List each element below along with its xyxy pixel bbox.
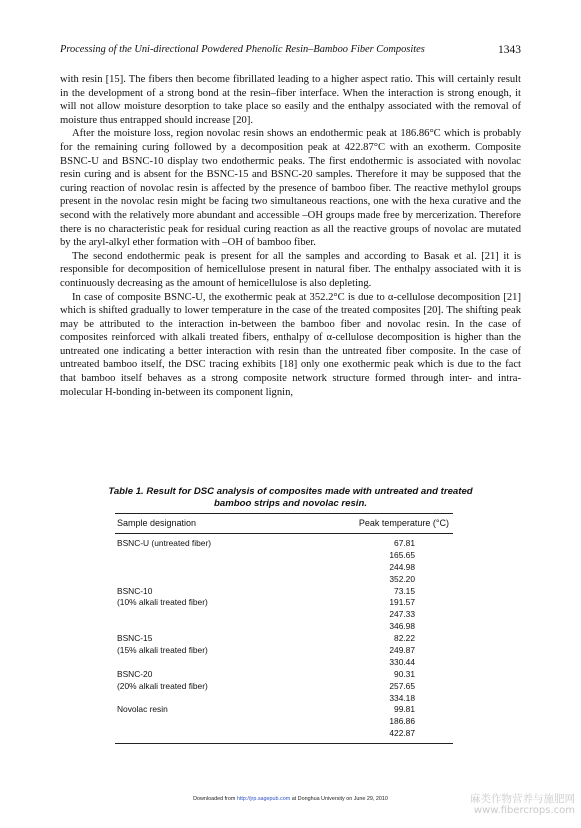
table-row (117, 574, 451, 586)
sample-cell: Novolac resin (117, 704, 168, 715)
sample-cell: (15% alkali treated fiber) (117, 645, 208, 656)
column-header-peak: Peak temperature (°C) (358, 518, 449, 528)
footer-link[interactable]: http://jrp.sagepub.com (236, 796, 291, 802)
peak-temperature-cell: 330.44 (389, 656, 415, 667)
body-text (60, 73, 521, 399)
page-number: 1343 (498, 44, 521, 56)
table-row (117, 716, 451, 728)
table-row (117, 621, 451, 633)
peak-temperature-cell: 334.18 (389, 692, 415, 703)
sample-cell: BSNC-U (untreated fiber) (117, 538, 212, 548)
sample-cell: (20% alkali treated fiber) (117, 680, 208, 691)
peak-temperature-cell: 73.15 (394, 585, 415, 596)
sample-cell: BSNC-15 (117, 633, 153, 644)
table-top-rule (115, 513, 453, 514)
table-row (117, 645, 451, 657)
watermark (455, 793, 575, 817)
table-row (117, 669, 451, 681)
paragraph: The second endothermic peak is present for all the samples and according to Basak et al. [21] it is responsible for decomposition of hemicellulose present in natural fiber. The enthalpy associated with it is continuously decreasing as the amount of hemicellulose is also depleting. (60, 250, 521, 289)
watermark-chinese: 麻类作物营养与施肥网 (470, 793, 575, 805)
table-row (117, 550, 451, 562)
table-row (117, 681, 451, 693)
peak-temperature-cell: 257.65 (389, 680, 415, 691)
running-head: Processing of the Uni-directional Powdered Phenolic Resin–Bamboo Fiber Composites (60, 44, 425, 55)
peak-temperature-cell: 244.98 (389, 561, 415, 572)
column-header-sample: Sample designation (117, 518, 197, 528)
sample-cell: BSNC-20 (117, 668, 153, 679)
table-body (117, 538, 451, 740)
peak-temperature-cell: 247.33 (389, 609, 415, 620)
footer-prefix: Downloaded from (193, 796, 236, 802)
paragraph: In case of composite BSNC-U, the exothermic peak at 352.2°C is due to α-cellulose decomposition [21] which is shifted gradually to lower temperature in the case of the treated composites [20]. The shifting peak may be attributed to the interaction in-between the bamboo fiber and novolac resin. In the case of composites reinforced with alkali treated fibers, enthalpy of α-cellulose decomposition is higher than the untreated one indicating a better interaction with resin than the untreated fiber composite. In the case of untreated bamboo itself, the DSC tracing exhibits [18] only one exothermic peak which is due to the fact that bamboo itself behaves as a strong composite network structure formed through inter- and intra-molecular H-bonding in-between its component lignin, (60, 291, 521, 398)
table-row (117, 657, 451, 669)
table-row (117, 562, 451, 574)
table-row (117, 633, 451, 645)
sample-cell: (10% alkali treated fiber) (117, 597, 208, 608)
peak-temperature-cell: 186.86 (389, 716, 415, 727)
peak-temperature-cell: 249.87 (389, 645, 415, 656)
table-caption (100, 486, 481, 509)
table-caption-text: Result for DSC analysis of composites made with untreated and treated bamboo strips and novolac resin. (146, 486, 473, 509)
footer-suffix: at Donghua University on June 29, 2010 (291, 796, 388, 802)
paragraph: with resin [15]. The fibers then become fibrillated leading to a higher aspect ratio. This will certainly result in the development of a strong bond at the resin–fiber interface. When the interaction is strong enough, it will not allow moisture desorption to take place so easily and the enthalpy associated with the removal of moisture thus entrapped should increase [20]. (60, 74, 521, 126)
peak-temperature-cell: 191.57 (389, 597, 415, 608)
peak-temperature-cell: 82.22 (394, 633, 415, 644)
peak-temperature-cell: 99.81 (394, 704, 415, 715)
peak-temperature-cell: 90.31 (394, 668, 415, 679)
table-row (117, 597, 451, 609)
download-footer (150, 796, 431, 802)
table-row (117, 586, 451, 598)
peak-temperature-cell: 67.81 (394, 538, 415, 548)
peak-temperature-cell: 346.98 (389, 621, 415, 632)
table-row (117, 538, 451, 550)
paragraph: After the moisture loss, region novolac resin shows an endothermic peak at 186.86°C which is probably for the remaining curing followed by a decomposition peak at 422.87°C with an exotherm. Composite BSNC-U and BSNC-10 display two endothermic peaks. The first endothermic is associated with novolac resin curing and is absent for the BSNC-15 and BSNC-20 samples. Therefore it may be supposed that the curing reaction of novolac resin is affected by the presence of bamboo fiber. The reactive methylol groups present in the novolac resin might be facing two simultaneous reactions, one with the hexa curative and the second with the relatively more abundant and accessible –OH groups made free by mercerization. Therefore there is no characteristic peak for residual curing reaction as all the reactive groups of novolac are mutated by the aryl-alkyl ether formation with –OH of bamboo fiber. (60, 128, 521, 249)
table-row (117, 704, 451, 716)
peak-temperature-cell: 352.20 (389, 573, 415, 584)
table-bottom-rule (115, 743, 453, 744)
peak-temperature-cell: 422.87 (389, 728, 415, 739)
table-row (117, 609, 451, 621)
sample-cell: BSNC-10 (117, 585, 153, 596)
peak-temperature-cell: 165.65 (389, 549, 415, 560)
watermark-url: www.fibercrops.com (473, 805, 575, 816)
table-row (117, 728, 451, 740)
table-header-rule (115, 533, 453, 534)
table-row (117, 693, 451, 705)
table-caption-label: Table 1. (108, 486, 144, 497)
